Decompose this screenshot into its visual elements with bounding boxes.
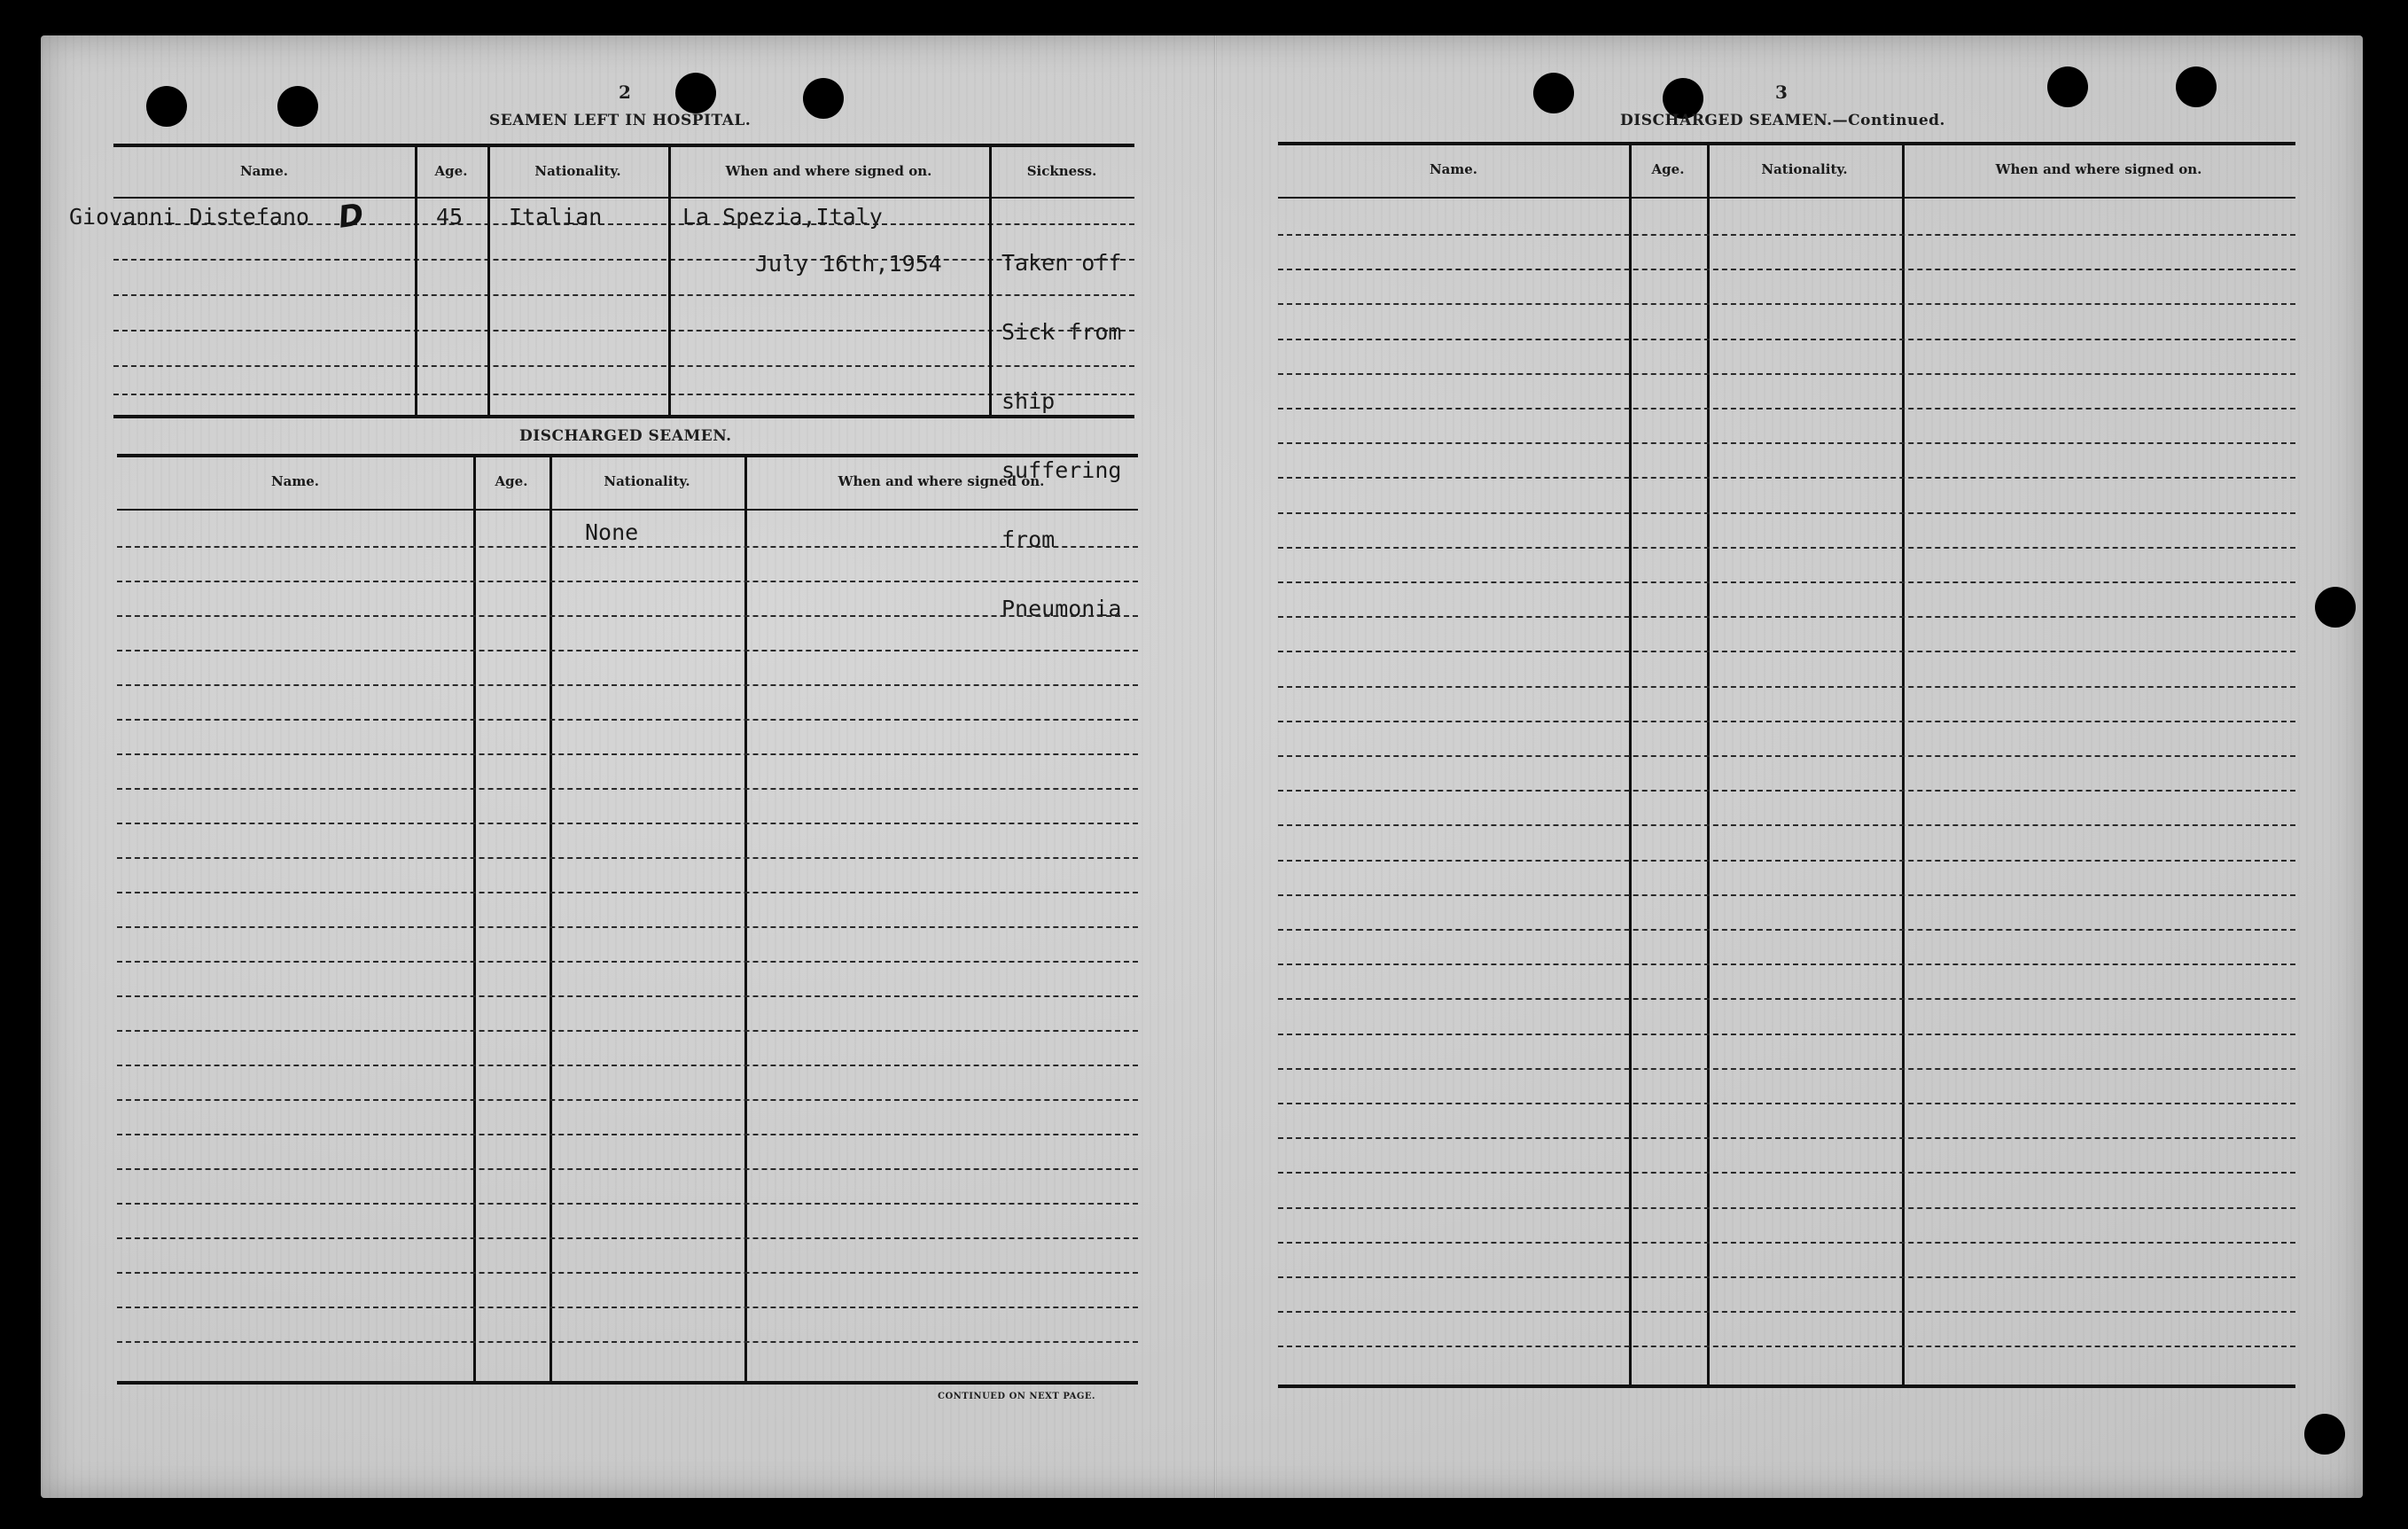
punch-hole — [146, 86, 187, 127]
ruled-line — [1278, 894, 2295, 896]
ruled-line — [1278, 1346, 2295, 1347]
ruled-line — [1278, 686, 2295, 688]
ruled-line — [1278, 860, 2295, 862]
right-section-title: DISCHARGED SEAMEN.—Continued. — [1620, 112, 1945, 129]
punch-hole — [2176, 66, 2217, 107]
ruled-line — [117, 1341, 1138, 1343]
ruled-line — [117, 1099, 1138, 1101]
ruled-line — [1278, 929, 2295, 931]
ruled-line — [117, 961, 1138, 963]
ruled-line — [1278, 1242, 2295, 1244]
ruled-line — [1278, 616, 2295, 618]
discharged-col-signed-on: When and where signed on. — [838, 473, 1045, 489]
ruled-line — [1278, 824, 2295, 826]
ruled-line — [117, 1272, 1138, 1274]
entry-age: 45 — [436, 204, 464, 230]
ruled-line — [117, 684, 1138, 686]
ruled-line — [117, 1030, 1138, 1032]
ruled-line — [1278, 512, 2295, 514]
ruled-line — [1278, 651, 2295, 652]
entry-signed-on-date: July 16th,1954 — [755, 251, 942, 277]
ruled-line — [1278, 408, 2295, 410]
ruled-line — [117, 1168, 1138, 1170]
ruled-line — [1278, 234, 2295, 236]
entry-nationality: Italian — [509, 204, 603, 230]
ruled-line — [1278, 790, 2295, 792]
ruled-line — [1278, 1137, 2295, 1139]
ruled-line — [1278, 1103, 2295, 1104]
handwritten-annotation: D — [336, 197, 366, 236]
entry-name: Giovanni Distefano — [69, 204, 309, 230]
punch-hole — [803, 78, 844, 119]
ruled-line — [1278, 547, 2295, 549]
ruled-line — [1278, 1311, 2295, 1313]
ruled-line — [117, 546, 1138, 548]
ruled-line — [1278, 721, 2295, 722]
sickness-line: ship — [1001, 388, 1056, 414]
ruled-line — [1278, 581, 2295, 583]
ruled-line — [117, 892, 1138, 893]
sickness-line: suffering — [1001, 457, 1122, 483]
ruled-line — [117, 1237, 1138, 1239]
discharged-col-nationality: Nationality. — [604, 473, 690, 489]
hospital-col-signed-on: When and where signed on. — [725, 163, 932, 179]
ruled-line — [117, 615, 1138, 617]
sickness-line: from — [1001, 527, 1056, 552]
ruled-line — [117, 1203, 1138, 1205]
hospital-col-sickness: Sickness. — [1026, 163, 1097, 179]
ruled-line — [117, 650, 1138, 651]
right-col-name: Name. — [1429, 161, 1478, 177]
ruled-line — [1278, 1068, 2295, 1070]
page-number-right: 3 — [1775, 82, 1788, 103]
punch-hole — [2304, 1414, 2345, 1455]
continued-footer: CONTINUED ON NEXT PAGE. — [938, 1392, 1096, 1401]
sickness-line: Sick from — [1001, 319, 1122, 345]
hospital-section-title: SEAMEN LEFT IN HOSPITAL. — [489, 112, 752, 129]
hospital-col-age: Age. — [434, 163, 468, 179]
discharged-entry-nationality: None — [585, 519, 639, 545]
ruled-line — [1278, 1276, 2295, 1278]
right-col-signed-on: When and where signed on. — [1995, 161, 2202, 177]
page-fold — [1214, 35, 1217, 1498]
ruled-line — [117, 753, 1138, 755]
ruled-line — [1278, 339, 2295, 340]
ruled-line — [117, 788, 1138, 790]
entry-signed-on-place: La Spezia,Italy — [682, 204, 883, 230]
page-number-left: 2 — [619, 82, 631, 103]
ruled-line — [1278, 477, 2295, 479]
hospital-col-name: Name. — [239, 163, 289, 179]
ruled-line — [1278, 1034, 2295, 1035]
hospital-col-nationality: Nationality. — [534, 163, 621, 179]
right-col-age: Age. — [1651, 161, 1685, 177]
ruled-line — [1278, 755, 2295, 757]
sickness-line: Pneumonia — [1001, 596, 1122, 621]
ruled-line — [1278, 963, 2295, 965]
ruled-line — [117, 926, 1138, 928]
ruled-line — [117, 995, 1138, 997]
right-col-nationality: Nationality. — [1761, 161, 1848, 177]
ruled-line — [117, 581, 1138, 582]
punch-hole — [1533, 73, 1574, 113]
sickness-line: Taken off — [1001, 250, 1122, 276]
ruled-line — [117, 1307, 1138, 1308]
ruled-line — [1278, 373, 2295, 375]
discharged-col-name: Name. — [270, 473, 320, 489]
ruled-line — [1278, 998, 2295, 1000]
discharged-col-age: Age. — [495, 473, 528, 489]
punch-hole — [675, 73, 716, 113]
punch-hole — [277, 86, 318, 127]
ruled-line — [117, 1134, 1138, 1135]
ruled-line — [117, 1065, 1138, 1066]
ruled-line — [1278, 303, 2295, 305]
discharged-section-title: DISCHARGED SEAMEN. — [519, 427, 732, 445]
ruled-line — [1278, 269, 2295, 270]
ruled-line — [1278, 1172, 2295, 1174]
ruled-line — [117, 719, 1138, 721]
discharged-table-left — [117, 454, 1138, 1383]
ruled-line — [1278, 442, 2295, 444]
ruled-line — [1278, 1207, 2295, 1209]
punch-hole — [2315, 587, 2356, 628]
punch-hole — [2047, 66, 2088, 107]
ruled-line — [117, 823, 1138, 824]
discharged-table-right — [1278, 142, 2295, 1388]
hospital-table — [113, 144, 1134, 420]
ruled-line — [117, 857, 1138, 859]
